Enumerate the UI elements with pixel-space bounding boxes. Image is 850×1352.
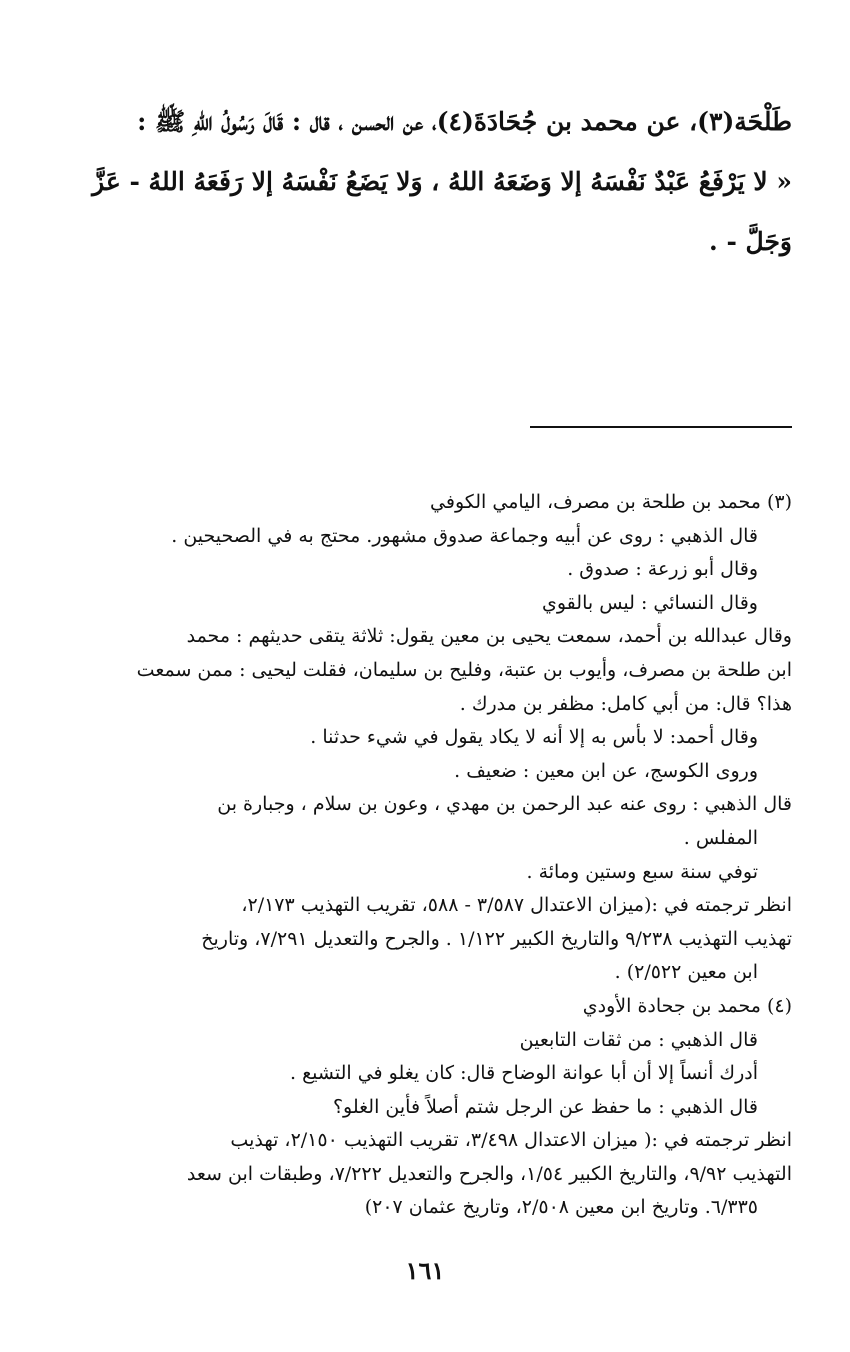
hadith-line-1: طَلْحَة(٣)، عن محمد بن جُحَادَةَ(٤)، عن الحسن ، قال : قَالَ رَسُولُ اللهِ ﷺ : [137, 107, 792, 136]
footnote-3-line: وقال النسائي : ليس بالقوي [542, 591, 758, 614]
footnote-3-header: (٣) محمد بن طلحة بن مصرف، اليامي الكوفي [430, 491, 792, 513]
footnote-3-line: وقال أحمد: لا بأس به إلا أنه لا يكاد يقول في شيء حدثنا . [310, 726, 758, 749]
footnote-4-line: قال الذهبي : من ثقات التابعين [519, 1028, 758, 1051]
footnote-3-line: توفي سنة سبع وستين ومائة . [526, 860, 758, 883]
footnote-3-line: ابن معين ٢/٥٢٢) . [614, 961, 758, 984]
footnote-3-line: قال الذهبي : روى عنه عبد الرحمن بن مهدي ، وعون بن سلام ، وجبارة بن [217, 793, 792, 816]
footnote-divider [530, 426, 792, 428]
hadith-line-3: وَجَلَّ - . [709, 227, 792, 256]
footnote-4-line: انظر ترجمته في :( ميزان الاعتدال ٣/٤٩٨، تقريب التهذيب ٢/١٥٠، تهذيب [230, 1129, 792, 1152]
hadith-text [52, 92, 792, 272]
footnote-3-line: هذا؟ قال: من أبي كامل: مظفر بن مدرك . [459, 692, 792, 715]
footnote-3-line: المفلس . [683, 826, 758, 849]
hadith-line-2: « لا يَرْفَعُ عَبْدٌ نَفْسَهُ إلا وَضَعَهُ اللهُ ، وَلا يَضَعُ نَفْسَهُ إلا رَفَعَهُ اللهُ - عَزَّ [92, 167, 792, 196]
footnote-3-line: ابن طلحة بن مصرف، وأيوب بن عتبة، وفليح بن سليمان، فقلت ليحيى : ممن سمعت [136, 658, 792, 681]
footnote-3-line: انظر ترجمته في :(ميزان الاعتدال ٣/٥٨٧ - ٥٨٨، تقريب التهذيب ٢/١٧٣، [241, 894, 792, 917]
footnote-3-line: وقال أبو زرعة : صدوق . [567, 558, 758, 581]
footnote-3-line: وقال عبدالله بن أحمد، سمعت يحيى بن معين يقول: ثلاثة يتقى حديثهم : محمد [186, 625, 792, 648]
footnotes [52, 486, 792, 1225]
page-number: ١٦١ [405, 1256, 445, 1285]
footnote-4-line: أدرك أنساً إلا أن أبا عوانة الوضاح قال: كان يغلو في التشيع . [289, 1062, 758, 1085]
footnote-4-line: التهذيب ٩/٩٢، والتاريخ الكبير ١/٥٤، والجرح والتعديل ٧/٢٢٢، وطبقات ابن سعد [186, 1162, 792, 1185]
footnote-4-line: قال الذهبي : ما حفظ عن الرجل شتم أصلاً فأين الغلو؟ [332, 1095, 758, 1118]
footnote-4-line: ٦/٣٣٥. وتاريخ ابن معين ٢/٥٠٨، وتاريخ عثمان ٢٠٧) [364, 1196, 758, 1219]
footnote-3-line: تهذيب التهذيب ٩/٢٣٨ والتاريخ الكبير ١/١٢٢ . والجرح والتعديل ٧/٢٩١، وتاريخ [201, 927, 792, 950]
footnote-3-line: وروى الكوسج، عن ابن معين : ضعيف . [454, 759, 758, 782]
footnote-3-line: قال الذهبي : روى عن أبيه وجماعة صدوق مشهور. محتج به في الصحيحين . [171, 524, 758, 547]
footnote-4-header: (٤) محمد بن جحادة الأودي [582, 994, 792, 1017]
